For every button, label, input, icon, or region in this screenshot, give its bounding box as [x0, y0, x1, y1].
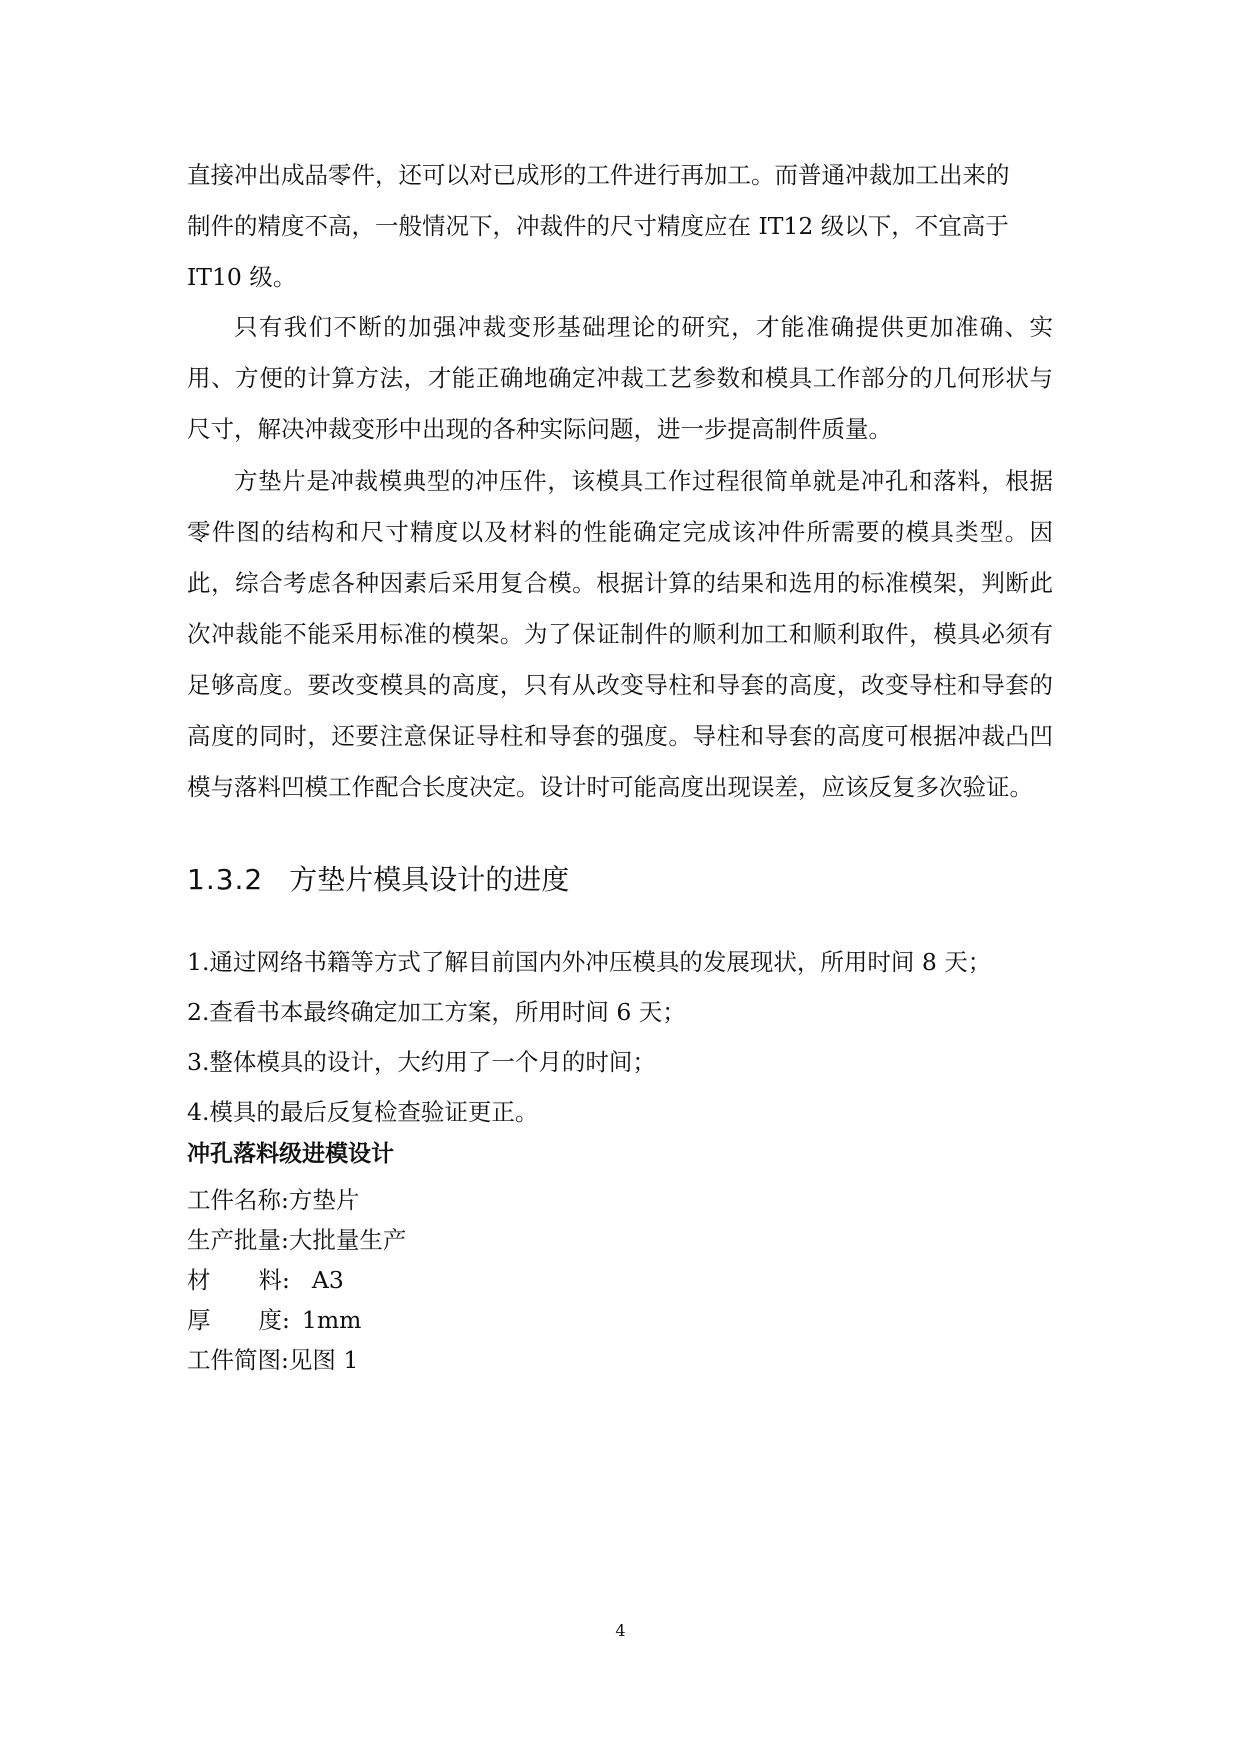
info-row-batch	[187, 1220, 406, 1260]
paragraph-line: 直接冲出成品零件，还可以对已成形的工件进行再加工。而普通冲裁加工出来的	[187, 161, 1010, 189]
info-label: 厚	[187, 1306, 211, 1334]
paragraph-die-design: 方垫片是冲裁模典型的冲压件，该模具工作过程很简单就是冲孔和落料，根据零件图的结构和尺寸精度以及材料的性能确定完成该冲件所需要的模具类型。因此，综合考虑各种因素后采用复合模。根据计算的结果和选用的标准模架，判断此次冲裁能不能采用标准的模架。为了保证制件的顺利加工和顺利取件，模具必须有足够高度。要改变模具的高度，只有从改变导柱和导套的高度，改变导柱和导套的高度的同时，还要注意保证导柱和导套的强度。导柱和导套的高度可根据冲裁凸凹模与落料凹模工作配合长度决定。设计时可能高度出现误差，应该反复多次验证。	[187, 467, 1053, 801]
info-row-material	[187, 1260, 406, 1300]
info-value: A3	[311, 1266, 344, 1294]
paragraph-line: 制件的精度不高，一般情况下，冲裁件的尺寸精度应在 IT12 级以下，不宜高于	[187, 212, 1009, 240]
info-value: 大批量生产	[288, 1226, 407, 1254]
paragraph-theory: 只有我们不断的加强冲裁变形基础理论的研究，才能准确提供更加准确、实用、方便的计算方法，才能正确地确定冲裁工艺参数和模具工作部分的几何形状与尺寸，解决冲裁变形中出现的各种实际问题，进一步提高制件质量。	[187, 313, 1053, 443]
info-label: 料:	[258, 1266, 290, 1294]
list-item: 2.查看书本最终确定加工方案，所用时间 6 天；	[187, 998, 686, 1026]
paragraph-line: IT10 级。	[187, 263, 297, 291]
info-label: 生产批量:	[187, 1226, 289, 1254]
info-label: 材	[187, 1266, 211, 1294]
list-item: 3.整体模具的设计，大约用了一个月的时间；	[187, 1048, 656, 1076]
info-value: 见图 1	[288, 1346, 359, 1374]
info-row-name	[187, 1180, 406, 1220]
list-item: 4.模具的最后反复检查验证更正。	[187, 1098, 539, 1126]
sub-heading: 冲孔落料级进模设计	[187, 1141, 394, 1167]
section-heading	[187, 860, 569, 900]
page-number: 4	[615, 1621, 626, 1640]
list-item: 1.通过网络书籍等方式了解目前国内外冲压模具的发展现状，所用时间 8 天；	[187, 948, 992, 976]
paragraph-continuation	[187, 150, 1053, 303]
info-label: 度:	[258, 1306, 290, 1334]
info-row-thickness	[187, 1300, 406, 1340]
info-value: 方垫片	[288, 1186, 360, 1214]
section-number: 1.3.2	[187, 863, 264, 896]
workpiece-info-list	[187, 1180, 406, 1380]
progress-steps-list	[187, 937, 1053, 1137]
info-label: 工件简图:	[187, 1346, 289, 1374]
section-title: 方垫片模具设计的进度	[289, 863, 570, 896]
info-row-sketch	[187, 1340, 406, 1380]
info-label: 工件名称:	[187, 1186, 289, 1214]
info-value: 1mm	[301, 1306, 362, 1334]
